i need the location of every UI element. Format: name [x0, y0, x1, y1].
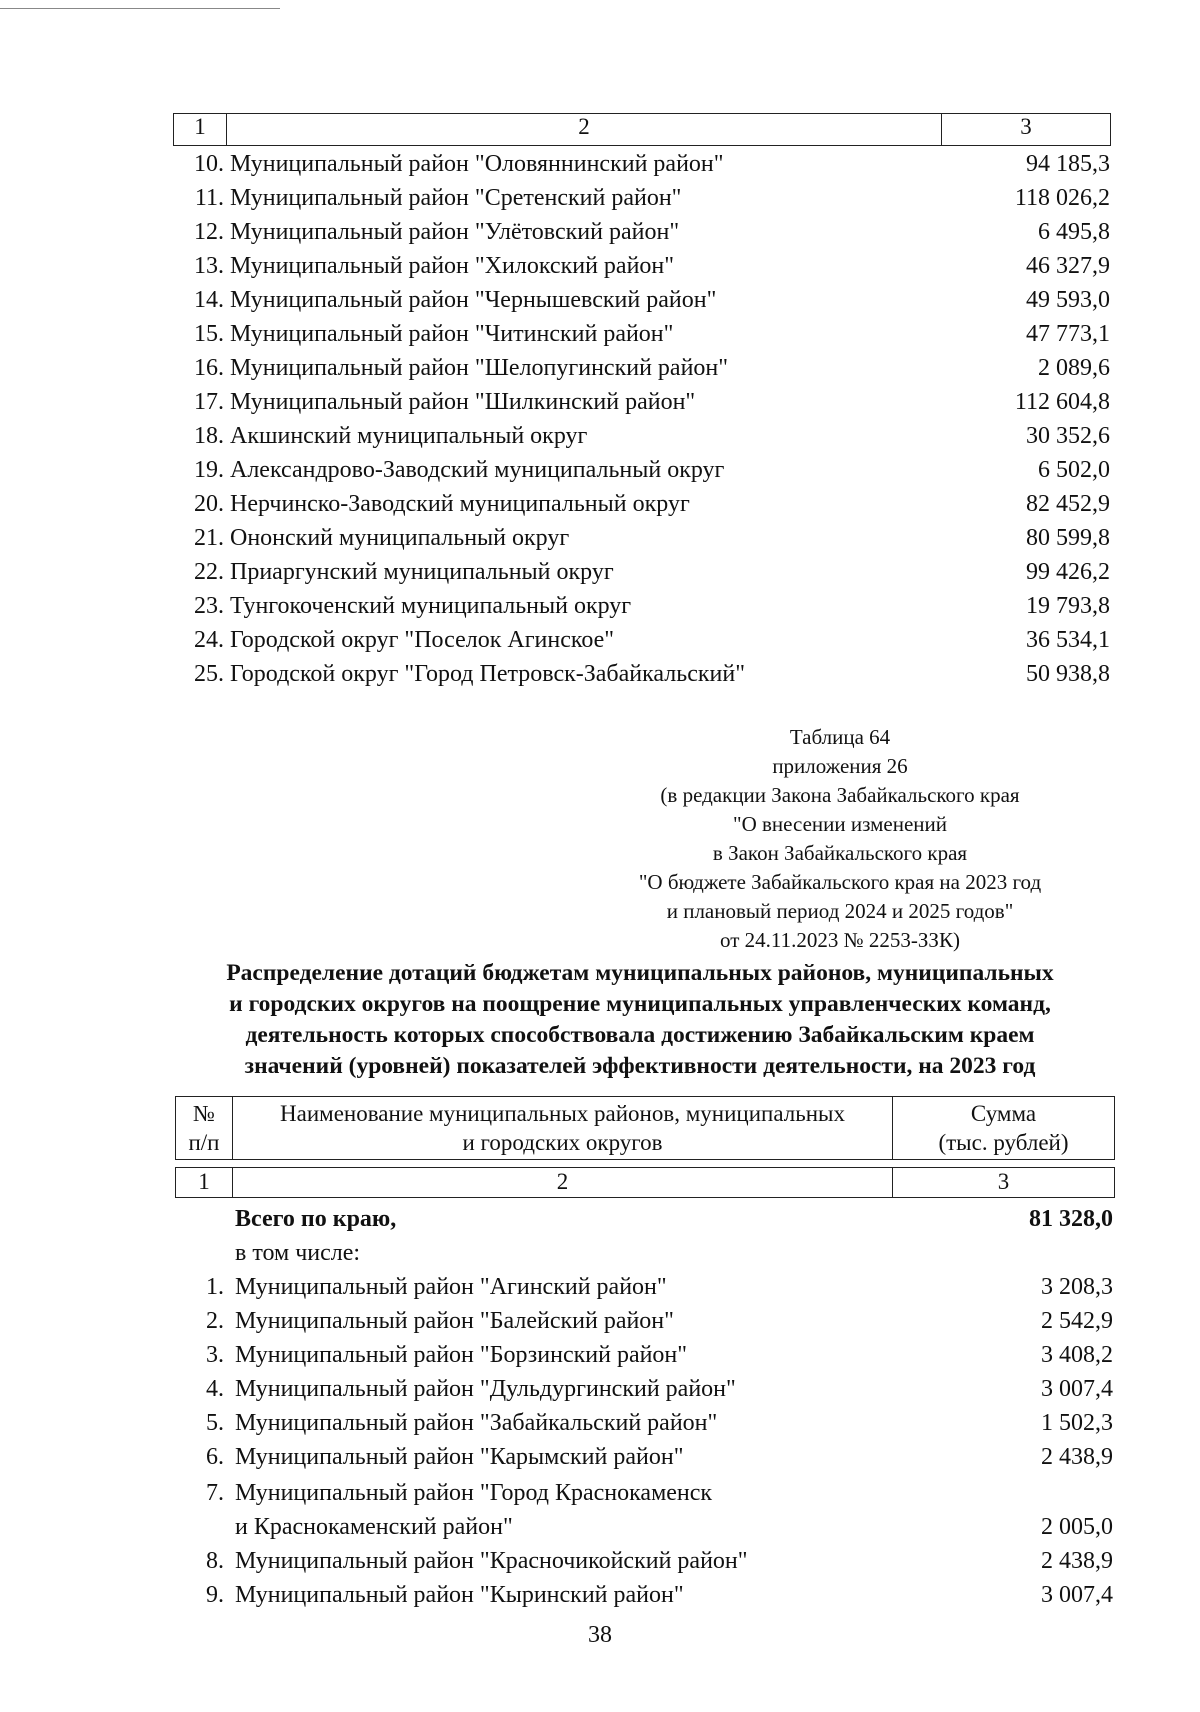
row-number: 2.: [206, 1308, 224, 1334]
numbering-col3: 3: [997, 1169, 1010, 1194]
row-number: 6.: [206, 1444, 224, 1470]
row-name: и Краснокаменский район": [235, 1514, 513, 1540]
row-amount: 6 495,8: [1038, 219, 1110, 245]
row-name: Муниципальный район "Город Краснокаменск: [235, 1480, 713, 1506]
table-row: [0, 589, 1200, 623]
caption-line: и плановый период 2024 и 2025 годов": [666, 899, 1014, 923]
row-amount: 30 352,6: [1026, 423, 1110, 449]
row-amount: 19 793,8: [1026, 593, 1110, 619]
row-number: 10.: [194, 151, 224, 177]
row-amount: 47 773,1: [1026, 321, 1110, 347]
row-name: Муниципальный район "Сретенский район": [230, 185, 682, 211]
including-label: в том числе:: [235, 1240, 361, 1266]
row-amount: 46 327,9: [1026, 253, 1110, 279]
including-row: [0, 1236, 1200, 1270]
table1-header: [173, 113, 1111, 146]
row-name: Муниципальный район "Карымский район": [235, 1444, 684, 1470]
row-amount: 2 005,0: [1041, 1514, 1113, 1540]
caption-line: Таблица 64: [789, 725, 891, 749]
row-amount: 3 208,3: [1041, 1274, 1113, 1300]
table-row: [0, 249, 1200, 283]
row-number: 5.: [206, 1410, 224, 1436]
table2-header: [175, 1096, 1115, 1160]
row-number: 23.: [194, 593, 224, 619]
row-number: 3.: [206, 1342, 224, 1368]
row-number: 18.: [194, 423, 224, 449]
title-line: значений (уровней) показателей эффективности деятельности, на 2023 год: [244, 1053, 1036, 1079]
row-amount: 2 438,9: [1041, 1548, 1113, 1574]
header-text: Наименование муниципальных районов, муниципальных: [280, 1101, 845, 1126]
row-name: Муниципальный район "Улётовский район": [230, 219, 680, 245]
table-row: [0, 351, 1200, 385]
row-name: Тунгокоченский муниципальный округ: [230, 593, 632, 619]
total-amount: 81 328,0: [1029, 1206, 1113, 1232]
row-name: Муниципальный район "Чернышевский район": [230, 287, 717, 313]
table-row: [0, 1406, 1200, 1440]
row-amount: 2 438,9: [1041, 1444, 1113, 1470]
row-number: 14.: [194, 287, 224, 313]
row-number: 4.: [206, 1376, 224, 1402]
header-text: №: [193, 1101, 215, 1126]
row-number: 20.: [194, 491, 224, 517]
numbering-col1: 1: [176, 1168, 233, 1197]
row-amount: 1 502,3: [1041, 1410, 1113, 1436]
row-name: Приаргунский муниципальный округ: [230, 559, 614, 585]
table-row: [0, 657, 1200, 691]
row-name: Александрово-Заводский муниципальный округ: [230, 457, 725, 483]
row-number: 16.: [194, 355, 224, 381]
header-col-sum: [893, 1097, 1114, 1159]
table-row: [0, 385, 1200, 419]
title-line: Распределение дотаций бюджетам муниципальных районов, муниципальных: [226, 960, 1054, 986]
row-amount: 82 452,9: [1026, 491, 1110, 517]
total-label: Всего по краю,: [235, 1206, 397, 1232]
row-number: 19.: [194, 457, 224, 483]
row-name: Городской округ "Город Петровск-Забайкальский": [230, 661, 746, 687]
row-amount: 80 599,8: [1026, 525, 1110, 551]
table-row: [0, 487, 1200, 521]
row-name: Муниципальный район "Хилокский район": [230, 253, 675, 279]
table-row: [0, 419, 1200, 453]
caption-line: "О бюджете Забайкальского края на 2023 год: [638, 870, 1042, 894]
table1-header-col3: 3: [1020, 114, 1032, 139]
page-number: 38: [588, 1622, 612, 1648]
row-amount: 3 007,4: [1041, 1582, 1113, 1608]
table-row: [0, 283, 1200, 317]
row-amount: 6 502,0: [1038, 457, 1110, 483]
row-name: Муниципальный район "Шилкинский район": [230, 389, 696, 415]
table-row: [0, 453, 1200, 487]
table-row: [0, 1544, 1200, 1578]
header-text: (тыс. рублей): [938, 1130, 1069, 1155]
row-number: 7.: [206, 1480, 224, 1506]
row-amount: 99 426,2: [1026, 559, 1110, 585]
row-name: Нерчинско-Заводский муниципальный округ: [230, 491, 690, 517]
row-amount: 36 534,1: [1026, 627, 1110, 653]
table-row: [0, 317, 1200, 351]
header-col-name: [233, 1097, 893, 1159]
row-number: 22.: [194, 559, 224, 585]
row-name: Муниципальный район "Красночикойский район": [235, 1548, 748, 1574]
row-name: Муниципальный район "Забайкальский район": [235, 1410, 718, 1436]
title-line: и городских округов на поощрение муниципальных управленческих команд,: [229, 991, 1051, 1017]
row-name: Муниципальный район "Кыринский район": [235, 1582, 684, 1608]
caption-line: в Закон Забайкальского края: [712, 841, 968, 865]
table-row: [0, 623, 1200, 657]
row-name: Городской округ "Поселок Агинское": [230, 627, 615, 653]
row-name: Муниципальный район "Дульдургинский район": [235, 1376, 736, 1402]
numbering-col2: 2: [233, 1168, 893, 1197]
table-row: [0, 555, 1200, 589]
row-amount: 2 089,6: [1038, 355, 1110, 381]
row-number: 9.: [206, 1582, 224, 1608]
header-col-number: [176, 1097, 233, 1159]
document-title: [170, 958, 1110, 1082]
table-row-continuation: [0, 1510, 1200, 1544]
row-name: Ононский муниципальный округ: [230, 525, 570, 551]
row-number: 17.: [194, 389, 224, 415]
row-number: 13.: [194, 253, 224, 279]
table-caption: [560, 723, 1120, 955]
header-text: Сумма: [970, 1101, 1037, 1126]
row-amount: 50 938,8: [1026, 661, 1110, 687]
total-row: [0, 1202, 1200, 1236]
title-line: деятельность которых способствовала достижению Забайкальским краем: [245, 1022, 1035, 1048]
caption-line: от 24.11.2023 № 2253-ЗЗК): [720, 928, 960, 952]
table-row: [0, 1578, 1200, 1612]
row-name: Муниципальный район "Балейский район": [235, 1308, 674, 1334]
caption-line: (в редакции Закона Забайкальского края: [660, 783, 1020, 807]
table-row: [0, 1440, 1200, 1474]
row-name: Муниципальный район "Читинский район": [230, 321, 674, 347]
row-name: Акшинский муниципальный округ: [230, 423, 588, 449]
row-number: 1.: [206, 1274, 224, 1300]
caption-line: "О внесении изменений: [733, 812, 947, 836]
table-row: [0, 1338, 1200, 1372]
row-amount: 3 007,4: [1041, 1376, 1113, 1402]
table1-header-col1: 1: [174, 114, 227, 145]
row-amount: 49 593,0: [1026, 287, 1110, 313]
header-text: и городских округов: [462, 1130, 663, 1155]
row-number: 25.: [194, 661, 224, 687]
row-name: Муниципальный район "Шелопугинский район": [230, 355, 729, 381]
caption-line: приложения 26: [772, 754, 908, 778]
row-name: Муниципальный район "Агинский район": [235, 1274, 667, 1300]
row-amount: 118 026,2: [1014, 185, 1110, 211]
row-number: 15.: [194, 321, 224, 347]
header-text: п/п: [188, 1130, 220, 1155]
row-number: 21.: [194, 525, 224, 551]
row-amount: 3 408,2: [1041, 1342, 1113, 1368]
table-row: [0, 1304, 1200, 1338]
table-row: [0, 181, 1200, 215]
table1-header-col2: 2: [227, 114, 942, 145]
row-number: 24.: [194, 627, 224, 653]
table2-numbering: [175, 1167, 1115, 1198]
row-amount: 94 185,3: [1026, 151, 1110, 177]
row-number: 11.: [194, 185, 224, 211]
table-row: [0, 1270, 1200, 1304]
table-row: [0, 215, 1200, 249]
table-row: [0, 147, 1200, 181]
row-name: Муниципальный район "Оловяннинский район": [230, 151, 724, 177]
row-amount: 2 542,9: [1041, 1308, 1113, 1334]
row-name: Муниципальный район "Борзинский район": [235, 1342, 688, 1368]
table-row: [0, 521, 1200, 555]
row-number: 8.: [206, 1548, 224, 1574]
row-amount: 112 604,8: [1014, 389, 1110, 415]
table-row: [0, 1372, 1200, 1406]
scan-edge-line: [0, 8, 280, 9]
table-row: [0, 1476, 1200, 1510]
row-number: 12.: [194, 219, 224, 245]
